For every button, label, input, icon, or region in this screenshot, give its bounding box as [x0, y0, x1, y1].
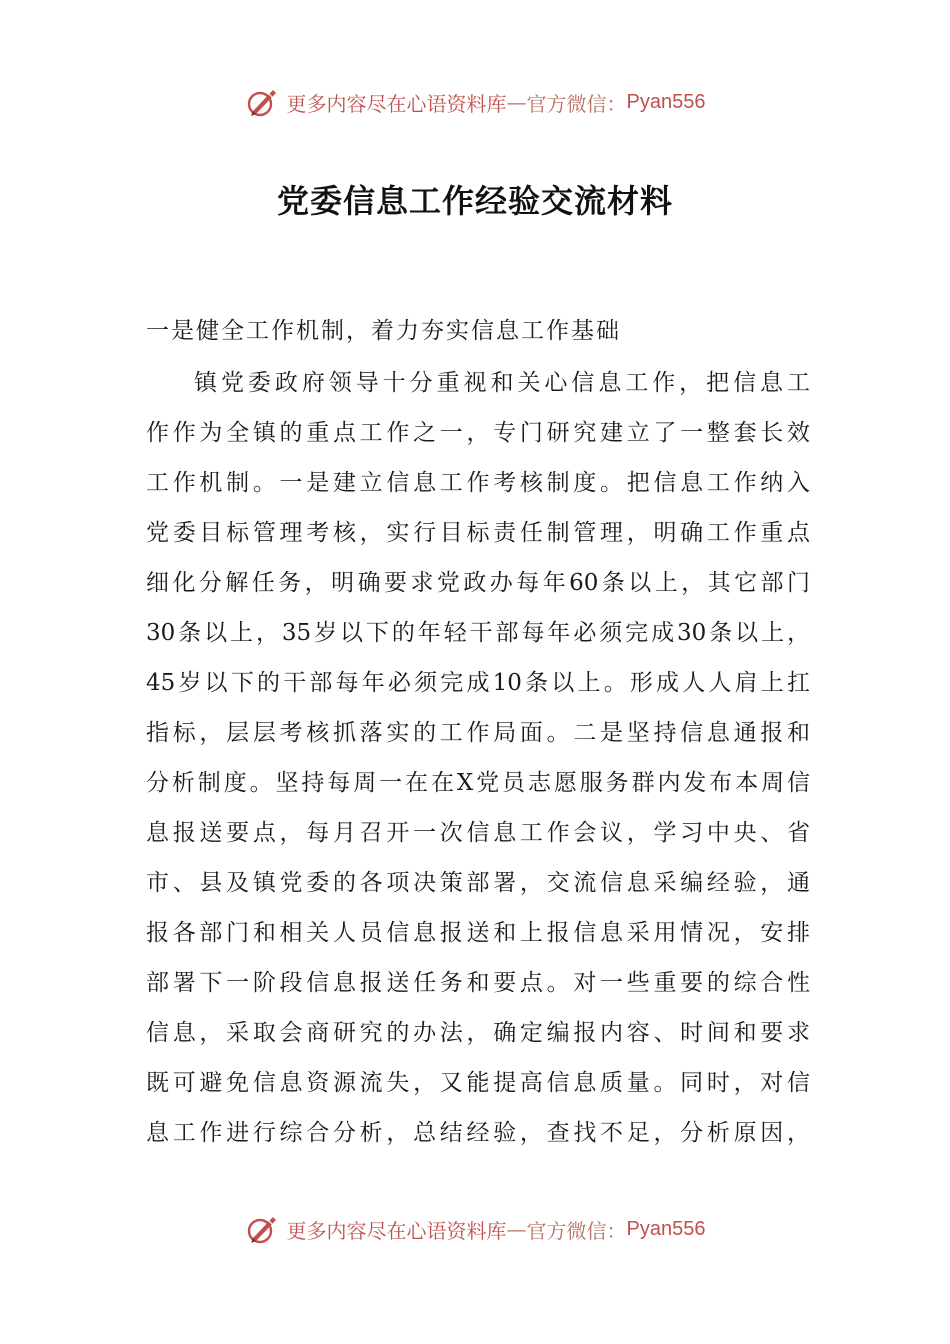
- body-text: [146, 358, 810, 1158]
- body-line: 30条以上，35岁以下的年轻干部每年必须完成30条以上，: [146, 620, 810, 646]
- body-line: 党委目标管理考核，实行目标责任制管理，明确工作重点: [146, 520, 810, 546]
- body-line: 市、县及镇党委的各项决策部署，交流信息采编经验，通: [146, 870, 810, 896]
- section-heading: 一是健全工作机制，着力夯实信息工作基础: [146, 318, 621, 344]
- body-line: 作作为全镇的重点工作之一，专门研究建立了一整套长效: [146, 420, 810, 446]
- pen-logo-icon: [245, 1211, 281, 1247]
- body-line: 息报送要点，每月召开一次信息工作会议，学习中央、省: [146, 820, 810, 846]
- body-line: 分析制度。坚持每周一在在X党员志愿服务群内发布本周信: [146, 770, 810, 796]
- watermark-banner-bottom: [0, 1211, 950, 1247]
- body-line: 既可避免信息资源流失，又能提高信息质量。同时，对信: [146, 1070, 810, 1096]
- watermark-main-text: 更多内容尽在心语资料库: [286, 91, 507, 116]
- watermark-wechat-id: Pyan556: [626, 1217, 706, 1240]
- body-line: 镇党委政府领导十分重视和关心信息工作，把信息工: [194, 370, 810, 396]
- watermark-dash: —: [506, 1217, 527, 1241]
- body-line: 工作机制。一是建立信息工作考核制度。把信息工作纳入: [146, 470, 810, 496]
- body-line: 细化分解任务，明确要求党政办每年60条以上，其它部门: [146, 570, 810, 596]
- body-line: 指标，层层考核抓落实的工作局面。二是坚持信息通报和: [146, 720, 810, 746]
- watermark-banner-top: [0, 84, 950, 120]
- body-line: 45岁以下的干部每年必须完成10条以上。形成人人肩上扛: [146, 670, 810, 696]
- body-line: 报各部门和相关人员信息报送和上报信息采用情况，安排: [146, 920, 810, 946]
- body-line: 部署下一阶段信息报送任务和要点。对一些重要的综合性: [146, 970, 810, 996]
- watermark-sub-text: 官方微信：: [526, 1218, 627, 1243]
- watermark-main-text: 更多内容尽在心语资料库: [286, 1218, 507, 1243]
- document-title: 党委信息工作经验交流材料: [276, 182, 673, 220]
- body-line: 息工作进行综合分析，总结经验，查找不足，分析原因，: [146, 1120, 810, 1146]
- watermark-sub-text: 官方微信：: [526, 91, 627, 116]
- pen-logo-icon: [245, 84, 281, 120]
- watermark-wechat-id: Pyan556: [626, 90, 706, 113]
- body-line: 信息，采取会商研究的办法，确定编报内容、时间和要求: [146, 1020, 810, 1046]
- watermark-dash: —: [506, 90, 527, 114]
